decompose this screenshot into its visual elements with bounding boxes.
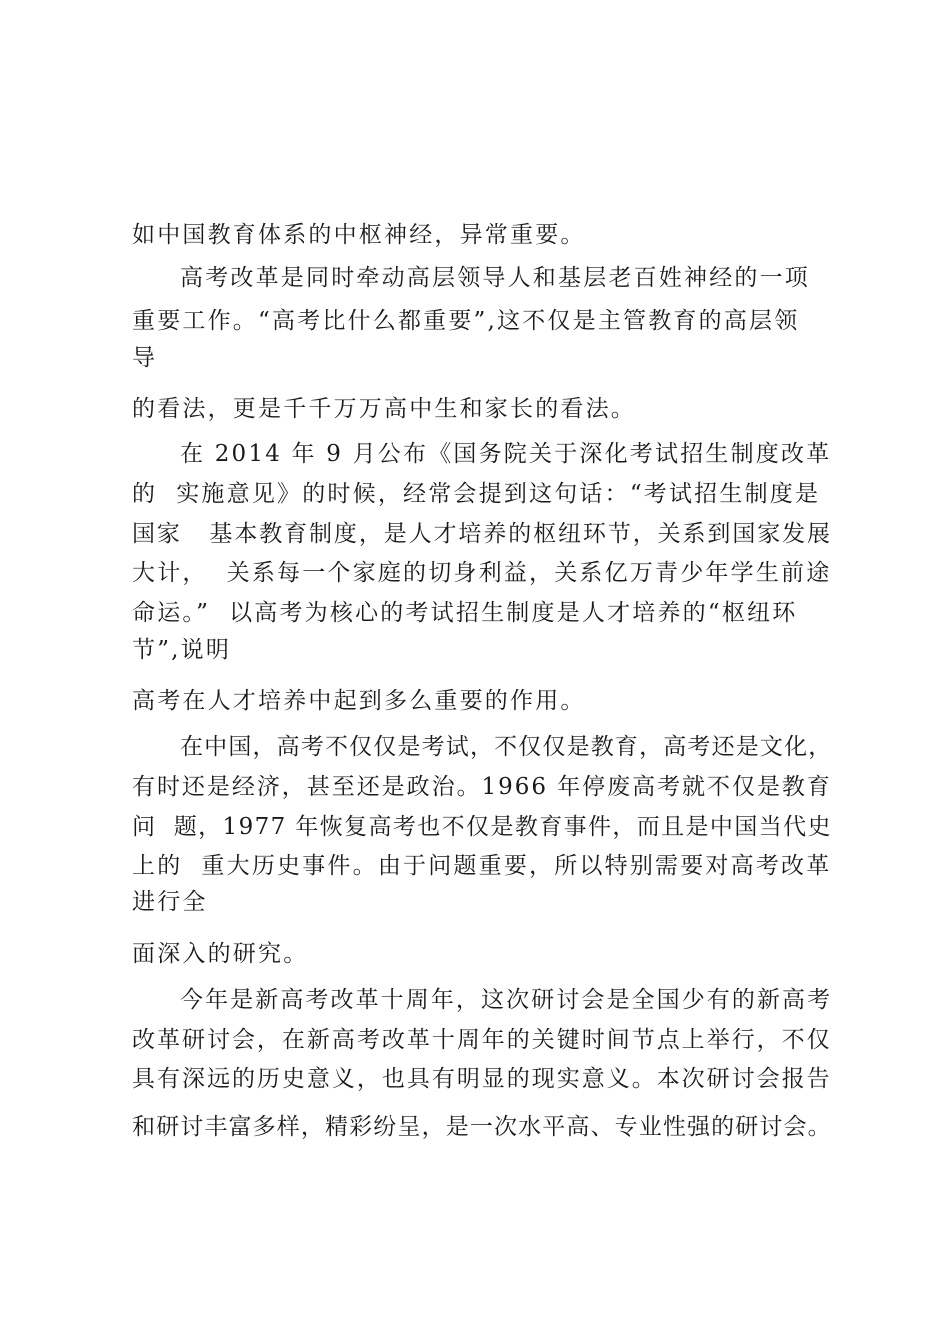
text-line: 国家 基本教育制度，是人才培养的枢纽环节，关系到国家发展 [132,521,832,547]
text-line: 具有深远的历史意义，也具有明显的现实意义。本次研讨会报告 [132,1066,832,1092]
text-line: 上的 重大历史事件。由于问题重要，所以特别需要对高考改革 [132,853,832,879]
text-line: 导 [132,345,158,371]
paragraph-first-line: 今年是新高考改革十周年，这次研讨会是全国少有的新高考 [180,987,833,1013]
text-line: 进行全 [132,889,208,915]
text-line: 大计， 关系每一个家庭的切身利益，关系亿万青少年学生前途 [132,560,832,586]
paragraph-first-line: 在中国，高考不仅仅是考试，不仅仅是教育，高考还是文化， [180,734,833,760]
text-line: 命运。” 以高考为核心的考试招生制度是人才培养的“枢纽环 [132,600,798,626]
text-line: 和研讨丰富多样，精彩纷呈，是一次水平高、专业性强的研讨会。 [132,1114,832,1140]
text-line: 问 题，1977 年恢复高考也不仅是教育事件，而且是中国当代史 [132,814,832,840]
paragraph-first-line: 高考改革是同时牵动高层领导人和基层老百姓神经的一项 [180,265,810,291]
paragraph-first-line: 在 2014 年 9 月公布《国务院关于深化考试招生制度改革 [180,441,832,467]
text-line: 改革研讨会，在新高考改革十周年的关键时间节点上举行，不仅 [132,1027,832,1053]
text-line: 如中国教育体系的中枢神经，异常重要。 [132,222,586,248]
text-line: 的看法，更是千千万万高中生和家长的看法。 [132,396,636,422]
text-line: 有时还是经济，甚至还是政治。1966 年停废高考就不仅是教育 [132,774,832,800]
text-line: 的 实施意见》的时候，经常会提到这句话：“考试招生制度是 [132,481,821,507]
text-line: 高考在人才培养中起到多么重要的作用。 [132,688,586,714]
text-line: 节”,说明 [132,637,232,663]
text-line: 重要工作。“高考比什么都重要”,这不仅是主管教育的高层领 [132,308,800,334]
text-line: 面深入的研究。 [132,941,309,967]
